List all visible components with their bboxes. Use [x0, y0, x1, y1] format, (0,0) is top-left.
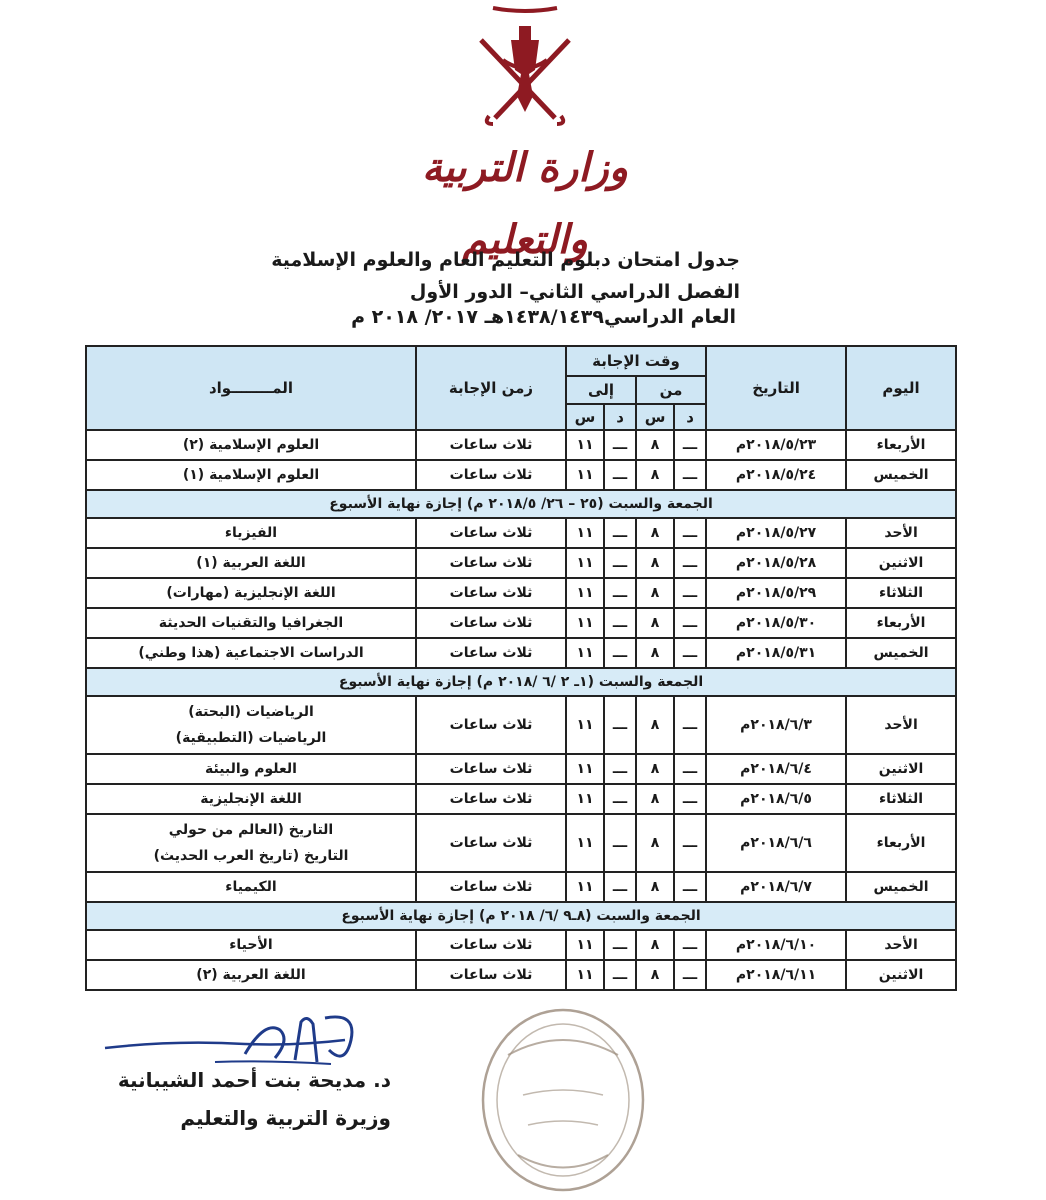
to-hour-cell: ١١	[566, 608, 604, 638]
from-minute-cell: ـــ	[674, 638, 706, 668]
day-cell: الخميس	[846, 872, 956, 902]
table-row	[86, 460, 956, 490]
from-hour-cell: ٨	[636, 460, 674, 490]
day-cell: الأحد	[846, 930, 956, 960]
subject-cell: الأحياء	[86, 930, 416, 960]
duration-cell: ثلاث ساعات	[416, 960, 566, 990]
from-hour-cell: ٨	[636, 608, 674, 638]
to-minute-cell: ـــ	[604, 814, 636, 872]
from-minute-cell: ـــ	[674, 930, 706, 960]
header-to: إلى	[566, 376, 636, 404]
duration-cell: ثلاث ساعات	[416, 608, 566, 638]
day-cell: الأربعاء	[846, 430, 956, 460]
date-cell: ٢٠١٨/٦/٤م	[706, 754, 846, 784]
to-hour-cell: ١١	[566, 638, 604, 668]
signer-name: د. مديحة بنت أحمد الشيبانية	[117, 1068, 391, 1092]
date-cell: ٢٠١٨/٦/٥م	[706, 784, 846, 814]
subject-cell	[86, 814, 416, 872]
date-cell: ٢٠١٨/٦/١٠م	[706, 930, 846, 960]
from-minute-cell: ـــ	[674, 608, 706, 638]
header-from-hour: س	[636, 404, 674, 430]
table-row	[86, 872, 956, 902]
weekend-note: الجمعة والسبت (٢٥ – ٢٦/ ٢٠١٨/٥ م) إجازة نهاية الأسبوع	[86, 490, 956, 518]
weekend-row	[86, 668, 956, 696]
date-cell: ٢٠١٨/٥/٢٣م	[706, 430, 846, 460]
to-minute-cell: ـــ	[604, 518, 636, 548]
to-minute-cell: ـــ	[604, 696, 636, 754]
to-hour-cell: ١١	[566, 578, 604, 608]
duration-cell: ثلاث ساعات	[416, 578, 566, 608]
subject-line: التاريخ (العالم من حولي	[168, 822, 334, 838]
day-cell: الاثنين	[846, 754, 956, 784]
to-minute-cell: ـــ	[604, 460, 636, 490]
subject-cell: اللغة العربية (١)	[86, 548, 416, 578]
table-row	[86, 638, 956, 668]
schedule-body	[86, 430, 956, 990]
page-title: جدول امتحان دبلوم التعليم العام والعلوم الإسلامية	[271, 249, 740, 271]
from-hour-cell: ٨	[636, 548, 674, 578]
from-hour-cell: ٨	[636, 754, 674, 784]
subject-cell: الدراسات الاجتماعية (هذا وطني)	[86, 638, 416, 668]
from-hour-cell: ٨	[636, 930, 674, 960]
exam-schedule-table	[85, 345, 957, 991]
to-hour-cell: ١١	[566, 814, 604, 872]
duration-cell: ثلاث ساعات	[416, 930, 566, 960]
from-minute-cell: ـــ	[674, 754, 706, 784]
header-subjects: المــــــــواد	[86, 346, 416, 430]
to-minute-cell: ـــ	[604, 578, 636, 608]
date-cell: ٢٠١٨/٥/٢٨م	[706, 548, 846, 578]
from-minute-cell: ـــ	[674, 784, 706, 814]
from-hour-cell: ٨	[636, 784, 674, 814]
day-cell: الخميس	[846, 460, 956, 490]
subject-cell: اللغة الإنجليزية (مهارات)	[86, 578, 416, 608]
from-minute-cell: ـــ	[674, 518, 706, 548]
duration-cell: ثلاث ساعات	[416, 638, 566, 668]
date-cell: ٢٠١٨/٥/٣٠م	[706, 608, 846, 638]
document-titles	[271, 244, 740, 308]
duration-cell: ثلاث ساعات	[416, 784, 566, 814]
duration-cell: ثلاث ساعات	[416, 696, 566, 754]
to-hour-cell: ١١	[566, 696, 604, 754]
header-from: من	[636, 376, 706, 404]
table-row	[86, 960, 956, 990]
to-minute-cell: ـــ	[604, 754, 636, 784]
day-cell: الاثنين	[846, 548, 956, 578]
table-row	[86, 784, 956, 814]
table-row	[86, 930, 956, 960]
table-row	[86, 754, 956, 784]
to-hour-cell: ١١	[566, 518, 604, 548]
to-minute-cell: ـــ	[604, 930, 636, 960]
duration-cell: ثلاث ساعات	[416, 518, 566, 548]
from-hour-cell: ٨	[636, 696, 674, 754]
to-hour-cell: ١١	[566, 754, 604, 784]
table-row	[86, 578, 956, 608]
subject-cell: الفيزياء	[86, 518, 416, 548]
to-hour-cell: ١١	[566, 872, 604, 902]
table-row	[86, 430, 956, 460]
to-hour-cell: ١١	[566, 930, 604, 960]
weekend-row	[86, 490, 956, 518]
from-hour-cell: ٨	[636, 578, 674, 608]
day-cell: الأحد	[846, 696, 956, 754]
semester-title: الفصل الدراسي الثاني– الدور الأول	[409, 281, 740, 303]
header-duration: زمن الإجابة	[416, 346, 566, 430]
duration-cell: ثلاث ساعات	[416, 430, 566, 460]
subject-cell: الجغرافيا والتقنيات الحديثة	[86, 608, 416, 638]
header-date: التاريخ	[706, 346, 846, 430]
duration-cell: ثلاث ساعات	[416, 460, 566, 490]
table-row	[86, 518, 956, 548]
to-minute-cell: ـــ	[604, 960, 636, 990]
from-minute-cell: ـــ	[674, 460, 706, 490]
day-cell: الثلاثاء	[846, 578, 956, 608]
header-to-hour: س	[566, 404, 604, 430]
to-minute-cell: ـــ	[604, 638, 636, 668]
to-hour-cell: ١١	[566, 460, 604, 490]
from-minute-cell: ـــ	[674, 872, 706, 902]
subject-line: التاريخ (تاريخ العرب الحديث)	[153, 848, 349, 864]
from-minute-cell: ـــ	[674, 548, 706, 578]
subject-cell: العلوم الإسلامية (١)	[86, 460, 416, 490]
date-cell: ٢٠١٨/٥/٢٧م	[706, 518, 846, 548]
day-cell: الاثنين	[846, 960, 956, 990]
to-hour-cell: ١١	[566, 960, 604, 990]
to-minute-cell: ـــ	[604, 872, 636, 902]
date-cell: ٢٠١٨/٥/٢٩م	[706, 578, 846, 608]
to-hour-cell: ١١	[566, 548, 604, 578]
date-cell: ٢٠١٨/٦/٧م	[706, 872, 846, 902]
from-hour-cell: ٨	[636, 960, 674, 990]
header-day: اليوم	[846, 346, 956, 430]
table-row	[86, 814, 956, 872]
date-cell: ٢٠١٨/٥/٣١م	[706, 638, 846, 668]
from-minute-cell: ـــ	[674, 960, 706, 990]
date-cell: ٢٠١٨/٦/٣م	[706, 696, 846, 754]
subject-line: الرياضيات (البحتة)	[188, 704, 314, 720]
header-answer-time: وقت الإجابة	[566, 346, 706, 376]
table-row	[86, 548, 956, 578]
subject-cell: الكيمياء	[86, 872, 416, 902]
date-cell: ٢٠١٨/٦/١١م	[706, 960, 846, 990]
to-minute-cell: ـــ	[604, 608, 636, 638]
duration-cell: ثلاث ساعات	[416, 872, 566, 902]
to-hour-cell: ١١	[566, 784, 604, 814]
ministry-logo: وزارة التربية والتعليم	[421, 144, 629, 263]
weekend-note: الجمعة والسبت (٨ـ٩ /٦/ ٢٠١٨ م) إجازة نهاية الأسبوع	[86, 902, 956, 930]
subject-cell: العلوم والبيئة	[86, 754, 416, 784]
from-hour-cell: ٨	[636, 430, 674, 460]
ministry-office-stamp-icon	[478, 1005, 648, 1195]
day-cell: الثلاثاء	[846, 784, 956, 814]
duration-cell: ثلاث ساعات	[416, 814, 566, 872]
weekend-row	[86, 902, 956, 930]
from-hour-cell: ٨	[636, 872, 674, 902]
header-from-minute: د	[674, 404, 706, 430]
date-cell: ٢٠١٨/٦/٦م	[706, 814, 846, 872]
duration-cell: ثلاث ساعات	[416, 754, 566, 784]
from-minute-cell: ـــ	[674, 430, 706, 460]
header-to-minute: د	[604, 404, 636, 430]
subject-cell: العلوم الإسلامية (٢)	[86, 430, 416, 460]
to-hour-cell: ١١	[566, 430, 604, 460]
from-hour-cell: ٨	[636, 814, 674, 872]
date-cell: ٢٠١٨/٥/٢٤م	[706, 460, 846, 490]
subject-cell: اللغة العربية (٢)	[86, 960, 416, 990]
academic-year: العام الدراسي١٤٣٨/١٤٣٩هـ ٢٠١٧/ ٢٠١٨ م	[351, 306, 736, 328]
from-minute-cell: ـــ	[674, 696, 706, 754]
table-row	[86, 696, 956, 754]
from-minute-cell: ـــ	[674, 578, 706, 608]
subject-line: الرياضيات (التطبيقية)	[175, 730, 327, 746]
to-minute-cell: ـــ	[604, 784, 636, 814]
subject-cell: اللغة الإنجليزية	[86, 784, 416, 814]
day-cell: الخميس	[846, 638, 956, 668]
day-cell: الأربعاء	[846, 608, 956, 638]
to-minute-cell: ـــ	[604, 548, 636, 578]
to-minute-cell: ـــ	[604, 430, 636, 460]
from-minute-cell: ـــ	[674, 814, 706, 872]
oman-khanjar-emblem-icon	[463, 0, 587, 130]
weekend-note: الجمعة والسبت (١ـ ٢ /٦ /٢٠١٨ م) إجازة نهاية الأسبوع	[86, 668, 956, 696]
table-row	[86, 608, 956, 638]
day-cell: الأحد	[846, 518, 956, 548]
from-hour-cell: ٨	[636, 638, 674, 668]
subject-cell	[86, 696, 416, 754]
signer-organization: وزيرة التربية والتعليم	[180, 1106, 391, 1130]
from-hour-cell: ٨	[636, 518, 674, 548]
duration-cell: ثلاث ساعات	[416, 548, 566, 578]
day-cell: الأربعاء	[846, 814, 956, 872]
